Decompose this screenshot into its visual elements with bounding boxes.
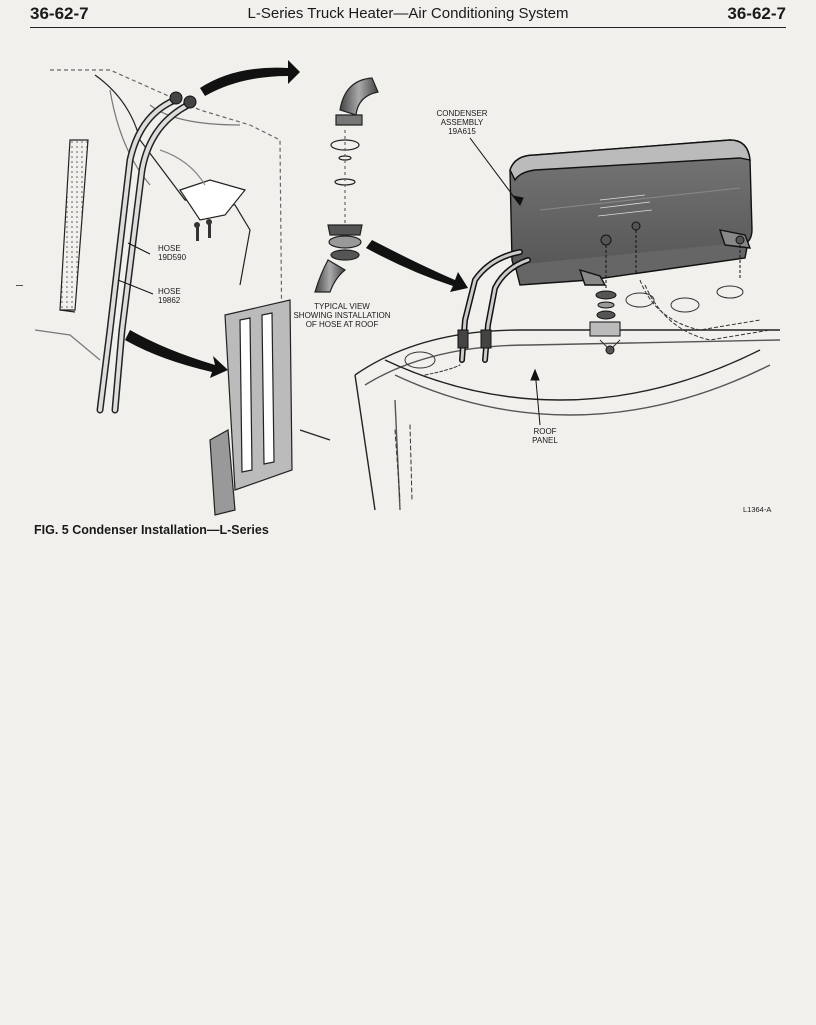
condenser-wiring: [640, 280, 770, 340]
page-number-left: 36-62-7: [30, 4, 89, 23]
callout-typical-view-line2: SHOWING INSTALLATION: [293, 311, 391, 320]
hose-cover-panel: [210, 300, 330, 515]
condenser-installation-figure: [0, 30, 816, 530]
roof-panel: [355, 330, 780, 510]
callout-typical-view-line3: OF HOSE AT ROOF: [305, 320, 379, 329]
figure-id: L1364-A: [743, 505, 772, 514]
roof-cutouts: [405, 286, 743, 368]
page-number-right: 36-62-7: [727, 4, 786, 23]
callout-hose-19862-line2: 19862: [158, 296, 181, 305]
page-title: L-Series Truck Heater—Air Conditioning System: [247, 5, 569, 22]
condenser-assembly: [510, 140, 752, 285]
callout-roof-panel-line1: ROOF: [533, 427, 557, 436]
page-header: [30, 2, 786, 28]
bleed-through-column-left: [34, 540, 254, 554]
callout-hose-19862-line1: HOSE: [158, 287, 181, 296]
callout-hose-19d590-line1: HOSE: [158, 244, 181, 253]
figure-caption: FIG. 5 Condenser Installation—L-Series: [34, 523, 269, 537]
detail-arrows: [125, 60, 468, 378]
callout-condenser-line2: ASSEMBLY: [440, 118, 484, 127]
callout-roof-panel-line2: PANEL: [532, 436, 558, 445]
callout-typical-view-line1: TYPICAL VIEW: [314, 302, 370, 311]
callout-condenser-line1: CONDENSER: [436, 109, 488, 118]
typical-hose-fitting-exploded: [315, 78, 378, 292]
callout-hose-19d590-line2: 19D590: [158, 253, 187, 262]
callout-condenser-line3: 19A615: [448, 127, 476, 136]
pillar-screws: [194, 219, 212, 241]
header-rule: [30, 27, 786, 28]
